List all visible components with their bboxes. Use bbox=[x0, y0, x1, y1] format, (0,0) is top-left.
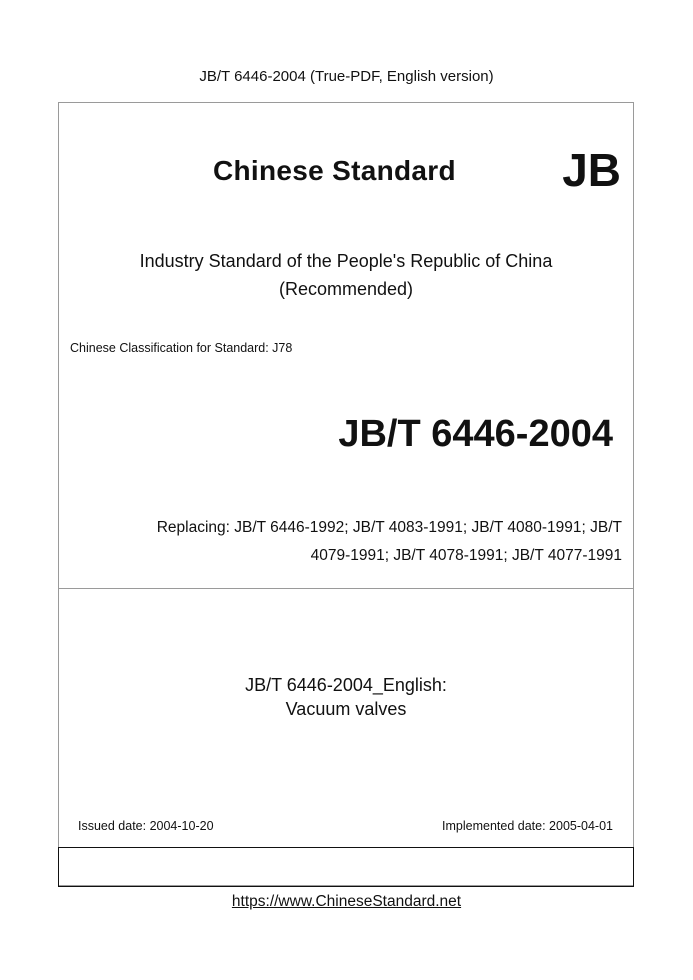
replacing-line-2: 4079-1991; JB/T 4078-1991; JB/T 4077-1991 bbox=[310, 547, 622, 564]
industry-line-1: Industry Standard of the People's Republic of China bbox=[139, 251, 553, 271]
standard-code: JB bbox=[562, 144, 621, 196]
standard-number: JB/T 6446-2004 bbox=[338, 413, 613, 455]
industry-line-2: (Recommended) bbox=[278, 279, 414, 299]
cover-title: Chinese Standard bbox=[213, 155, 456, 186]
footer bbox=[0, 893, 693, 911]
bottom-box bbox=[58, 847, 634, 887]
industry-statement bbox=[59, 247, 633, 303]
website-link[interactable]: https://www.ChineseStandard.net bbox=[231, 893, 462, 910]
document-title bbox=[59, 673, 633, 721]
cover-frame bbox=[58, 102, 634, 886]
replacing-statement bbox=[82, 514, 622, 570]
document-title-line-2: Vacuum valves bbox=[285, 699, 407, 719]
classification: Chinese Classification for Standard: J78 bbox=[70, 341, 293, 355]
title-row bbox=[59, 143, 633, 203]
section-divider bbox=[59, 588, 633, 589]
document-title-line-1: JB/T 6446-2004_English: bbox=[245, 675, 447, 695]
implemented-date: Implemented date: 2005-04-01 bbox=[442, 819, 613, 833]
issued-date: Issued date: 2004-10-20 bbox=[78, 819, 214, 833]
replacing-line-1: Replacing: JB/T 6446-1992; JB/T 4083-1991; JB/T 4080-1991; JB/T bbox=[156, 519, 622, 536]
page-header: JB/T 6446-2004 (True-PDF, English version) bbox=[199, 68, 494, 85]
